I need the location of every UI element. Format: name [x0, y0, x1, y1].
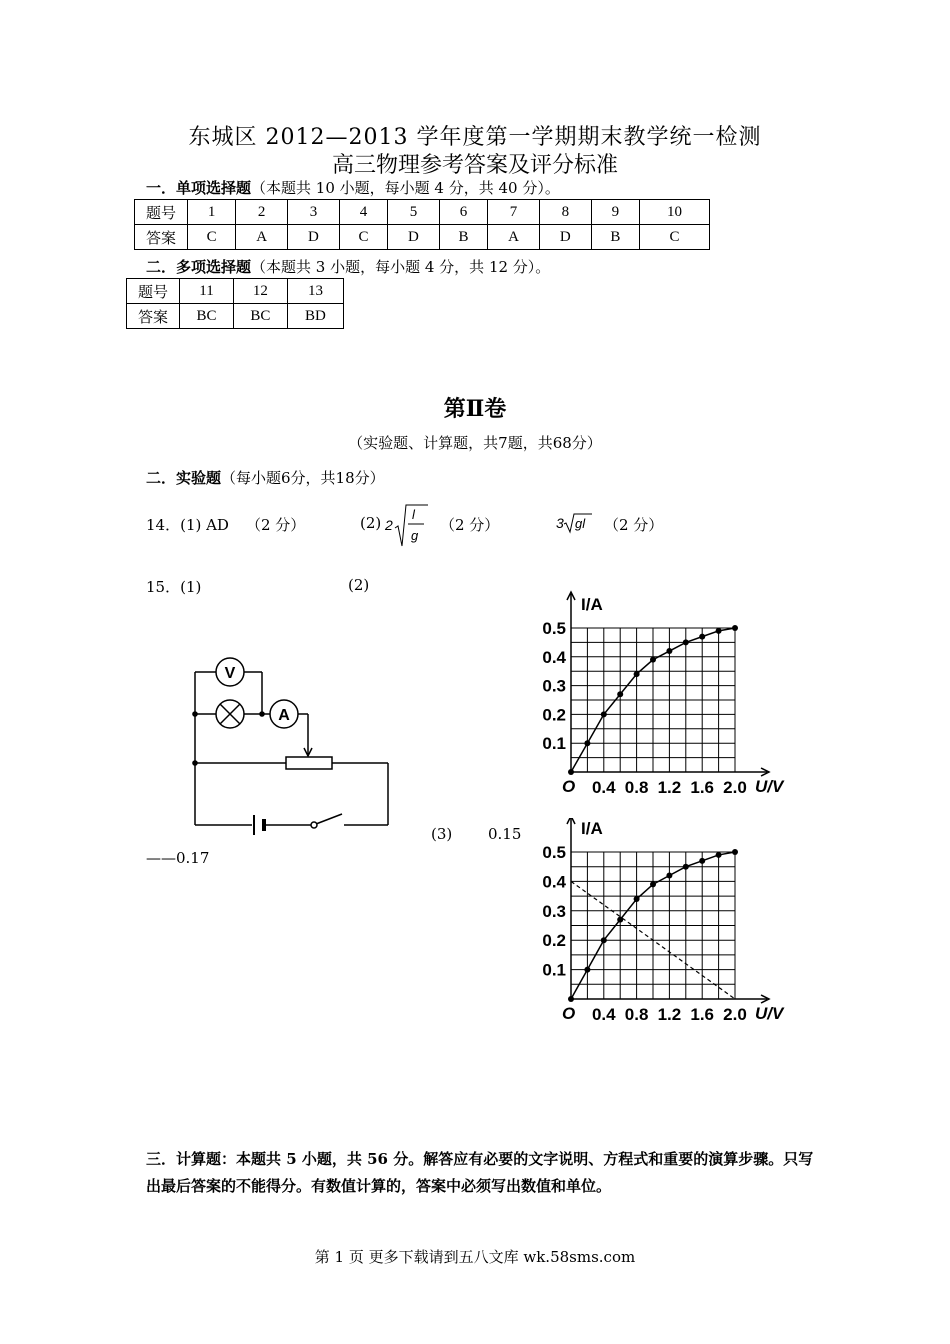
x-tick-label: 0.8	[624, 1005, 649, 1024]
iu-chart-1	[528, 576, 800, 804]
q15-part1: 15．(1)	[146, 578, 202, 596]
row-label-answer: 答案	[127, 304, 180, 329]
page-title: 东城区 2012—2013 学年度第一学期期末教学统一检测	[188, 125, 762, 150]
page-subtitle: 高三物理参考答案及评分标准	[331, 153, 618, 178]
table-cell: C	[339, 225, 387, 250]
x-tick-label: 1.6	[690, 1005, 715, 1024]
q15-value2: ——0.17	[146, 849, 210, 867]
data-point	[732, 625, 738, 631]
y-tick-label: 0.5	[542, 619, 566, 638]
table-cell: 9	[591, 200, 639, 225]
q14-coef3: 3	[556, 515, 564, 531]
table-cell: 5	[388, 200, 440, 225]
y-tick-label: 0.3	[542, 676, 566, 696]
data-point	[634, 896, 640, 902]
table-cell: D	[288, 225, 340, 250]
data-point	[584, 967, 590, 973]
table-cell: 11	[180, 279, 234, 304]
q14-formula-3	[554, 510, 598, 536]
origin-label: O	[562, 1004, 576, 1023]
calculation-instructions: 三．计算题：本题共 5 小题，共 56 分。解答应有必要的文字说明、方程式和重要的演算步骤。只写出最后答案的不能得分。有数值计算的，答案中必须写出数值和单位。	[146, 1150, 814, 1195]
x-axis-label: U/V	[755, 1004, 784, 1023]
q14-frac-den: g	[411, 528, 419, 543]
data-point	[634, 671, 640, 677]
x-tick-label: 2.0	[723, 778, 747, 797]
q14-part1: 14．(1) AD	[146, 516, 229, 534]
experiment-heading-line	[146, 467, 385, 488]
section1-note: （本题共 10 小题，每小题 4 分，共 40 分）。	[251, 179, 560, 197]
table-cell: D	[539, 225, 591, 250]
data-point	[601, 937, 607, 943]
table-cell: 2	[236, 200, 288, 225]
data-point	[699, 858, 705, 864]
q14-frac-num: l	[412, 507, 415, 522]
data-point	[716, 852, 722, 858]
rheostat	[286, 757, 332, 769]
data-point	[699, 634, 705, 640]
x-tick-label: 2.0	[723, 1005, 747, 1024]
data-point	[584, 740, 590, 746]
q14-formula-2	[382, 500, 432, 552]
data-point	[650, 881, 656, 887]
data-point	[617, 691, 623, 697]
experiment-note: （每小题6分，共18分）	[221, 469, 385, 487]
x-tick-label: 1.6	[690, 778, 715, 797]
voltmeter-label: V	[224, 665, 236, 682]
q14-points3: （2 分）	[604, 516, 664, 534]
page-footer: 第 1 页 更多下载请到五八文库 wk.58sms.com	[314, 1248, 636, 1266]
x-tick-label: 1.2	[657, 1005, 682, 1024]
experiment-heading: 二．实验题	[146, 469, 222, 487]
y-axis-label: I/A	[581, 595, 603, 614]
q14-coef2: 2	[385, 517, 393, 533]
row-label-answer: 答案	[135, 225, 188, 250]
switch-pivot	[311, 822, 317, 828]
table-cell: 3	[288, 200, 340, 225]
table-cell: C	[188, 225, 236, 250]
section2-heading: 二．多项选择题	[146, 258, 252, 276]
table-cell: B	[591, 225, 639, 250]
y-tick-label: 0.4	[542, 872, 566, 892]
data-point	[683, 864, 689, 870]
q14-points2: （2 分）	[440, 516, 500, 534]
data-point	[617, 917, 623, 923]
table-cell: BC	[233, 304, 287, 329]
y-tick-label: 0.5	[542, 843, 566, 862]
switch-blade	[316, 814, 342, 824]
section2-note: （本题共 3 小题，每小题 4 分，共 12 分）。	[251, 258, 551, 276]
x-tick-label: 0.4	[591, 778, 616, 797]
y-tick-label: 0.3	[542, 901, 566, 921]
data-point	[666, 873, 672, 879]
junction-dot	[192, 760, 198, 766]
multi-choice-table	[126, 278, 344, 329]
data-point	[568, 769, 574, 775]
grid	[571, 852, 735, 999]
table-cell: C	[639, 225, 709, 250]
section1-heading: 一．单项选择题	[146, 179, 252, 197]
x-axis-label: U/V	[755, 777, 784, 796]
data-point	[666, 648, 672, 654]
table-cell: 13	[287, 279, 343, 304]
volume-subtitle: （实验题、计算题，共7题，共68分）	[348, 434, 602, 452]
junction-dot	[259, 711, 265, 717]
y-axis-label: I/A	[581, 819, 603, 838]
junction-dot	[192, 711, 198, 717]
x-tick-label: 0.8	[624, 778, 649, 797]
q15-part3: (3)	[431, 825, 453, 843]
x-tick-label: 0.4	[591, 1005, 616, 1024]
q15-value1: 0.15	[488, 825, 522, 843]
row-label-question: 题号	[127, 279, 180, 304]
table-cell: B	[439, 225, 487, 250]
q14-points1: （2 分）	[246, 516, 306, 534]
y-tick-label: 0.1	[542, 960, 566, 980]
table-cell: 1	[188, 200, 236, 225]
iu-chart-2	[528, 818, 800, 1030]
q14-part2: (2)	[360, 514, 382, 532]
single-choice-table	[134, 199, 710, 250]
table-cell: 10	[639, 200, 709, 225]
table-cell: D	[388, 225, 440, 250]
volume-title: 第Ⅱ卷	[443, 396, 507, 422]
table-cell: 4	[339, 200, 387, 225]
data-point	[683, 639, 689, 645]
data-point	[568, 996, 574, 1002]
data-point	[732, 849, 738, 855]
data-point	[650, 657, 656, 663]
table-cell: 8	[539, 200, 591, 225]
x-tick-label: 1.2	[657, 778, 682, 797]
ammeter-label: A	[278, 707, 290, 724]
data-point	[601, 711, 607, 717]
table-cell: A	[488, 225, 540, 250]
q14-rad3: gl	[575, 516, 586, 531]
row-label-question: 题号	[135, 200, 188, 225]
q15-part2: (2)	[348, 576, 370, 594]
section2-heading-line	[146, 256, 550, 277]
circuit-diagram	[180, 650, 400, 836]
grid	[571, 628, 735, 772]
table-cell: 7	[488, 200, 540, 225]
y-tick-label: 0.1	[542, 734, 566, 754]
y-tick-label: 0.2	[542, 705, 566, 725]
table-cell: 12	[233, 279, 287, 304]
data-point	[716, 628, 722, 634]
section1-heading-line	[146, 177, 560, 198]
table-cell: A	[236, 225, 288, 250]
y-tick-label: 0.4	[542, 647, 566, 667]
table-cell: BD	[287, 304, 343, 329]
y-tick-label: 0.2	[542, 931, 566, 951]
table-cell: BC	[180, 304, 234, 329]
table-cell: 6	[439, 200, 487, 225]
origin-label: O	[562, 777, 576, 796]
